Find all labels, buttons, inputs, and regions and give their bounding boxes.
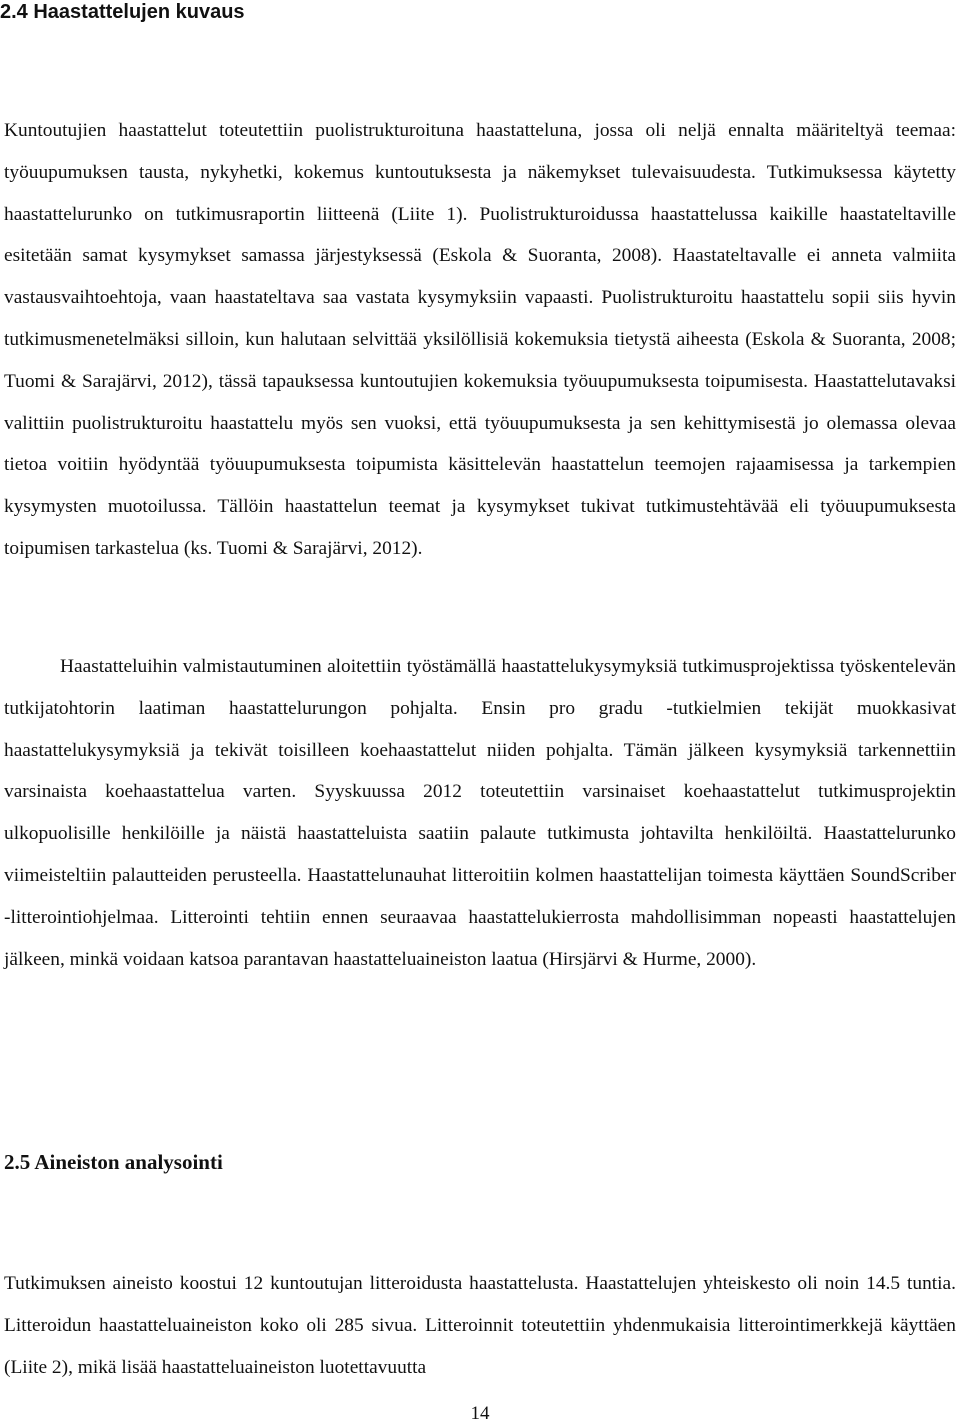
- paragraph-interview-method: Kuntoutujien haastattelut toteutettiin puolistrukturoituna haastatteluna, jossa oli neljä ennalta määriteltyä teemaa: työuupumuksen tausta, nykyhetki, kokemus kuntoutuksesta ja näkemykset tulevaisuudesta. Tutkimuksessa käytetty haastattelurunko on tutkimusraportin liitteenä (Liite 1). Puolistrukturoidussa haastattelussa kaikille haastateltaville esitetään samat kysymykset samassa järjestyksessä (Eskola & Suoranta, 2008). Haastateltavalle ei anneta valmiita vastausvaihtoehtoja, vaan haastateltava saa vastata kysymyksiin vapaasti. Puolistrukturoitu haastattelu sopii siis hyvin tutkimusmenetelmäksi silloin, kun halutaan selvittää yksilöllisiä kokemuksia tietystä aiheesta (Eskola & Suoranta, 2008; Tuomi & Sarajärvi, 2012), tässä tapauksessa kuntoutujien kokemuksia työuupumuksesta toipumisesta. Haastattelutavaksi valittiin puolistrukturoitu haastattelu myös sen vuoksi, että työuupumuksesta ja sen kehittymisestä jo olemassa olevaa tietoa voitiin hyödyntää työuupumuksesta toipumista käsittelevän haastattelun teemojen rajaamisessa ja tarkempien kysymysten muotoilussa. Tällöin haastattelun teemat ja kysymykset tukivat tutkimustehtävää eli työuupumuksesta toipumisen tarkastelua (ks. Tuomi & Sarajärvi, 2012).: [4, 120, 956, 559]
- paragraph-data-description: Tutkimuksen aineisto koostui 12 kuntoutujan litteroidusta haastattelusta. Haastattelujen yhteiskesto oli noin 14.5 tuntia. Litteroidun haastatteluaineiston koko oli 285 sivua. Litteroinnit toteutettiin yhdenmukaisia litterointimerkkejä käyttäen (Liite 2), mikä lisää haastatteluaineiston luotettavuutta: [4, 1273, 956, 1378]
- section-heading-2-5: 2.5 Aineiston analysointi: [4, 1150, 223, 1174]
- page-number: 14: [470, 1403, 490, 1424]
- section-heading-2-4: 2.4 Haastattelujen kuvaus: [0, 1, 245, 23]
- paragraph-interview-preparation: Haastatteluihin valmistautuminen aloitettiin työstämällä haastattelukysymyksiä tutkimusprojektissa työskentelevän tutkijatohtorin laatiman haastattelurungon pohjalta. Ensin pro gradu -tutkielmien tekijät muokkasivat haastattelukysymyksiä ja tekivät toisilleen koehaastattelut niiden pohjalta. Tämän jälkeen kysymyksiä tarkennettiin varsinaista koehaastattelua varten. Syyskuussa 2012 toteutettiin varsinaiset koehaastattelut tutkimusprojektin ulkopuolisille henkilöille ja näistä haastatteluista saatiin palaute tutkimusta johtavilta henkilöiltä. Haastattelurunko viimeisteltiin palautteiden perusteella. Haastattelunauhat litteroitiin kolmen haastattelijan toimesta käyttäen SoundScriber -litterointiohjelmaa. Litterointi tehtiin ennen seuraavaa haastattelukierrosta mahdollisimman nopeasti haastattelujen jälkeen, minkä voidaan katsoa parantavan haastatteluaineiston laatua (Hirsjärvi & Hurme, 2000).: [4, 656, 956, 970]
